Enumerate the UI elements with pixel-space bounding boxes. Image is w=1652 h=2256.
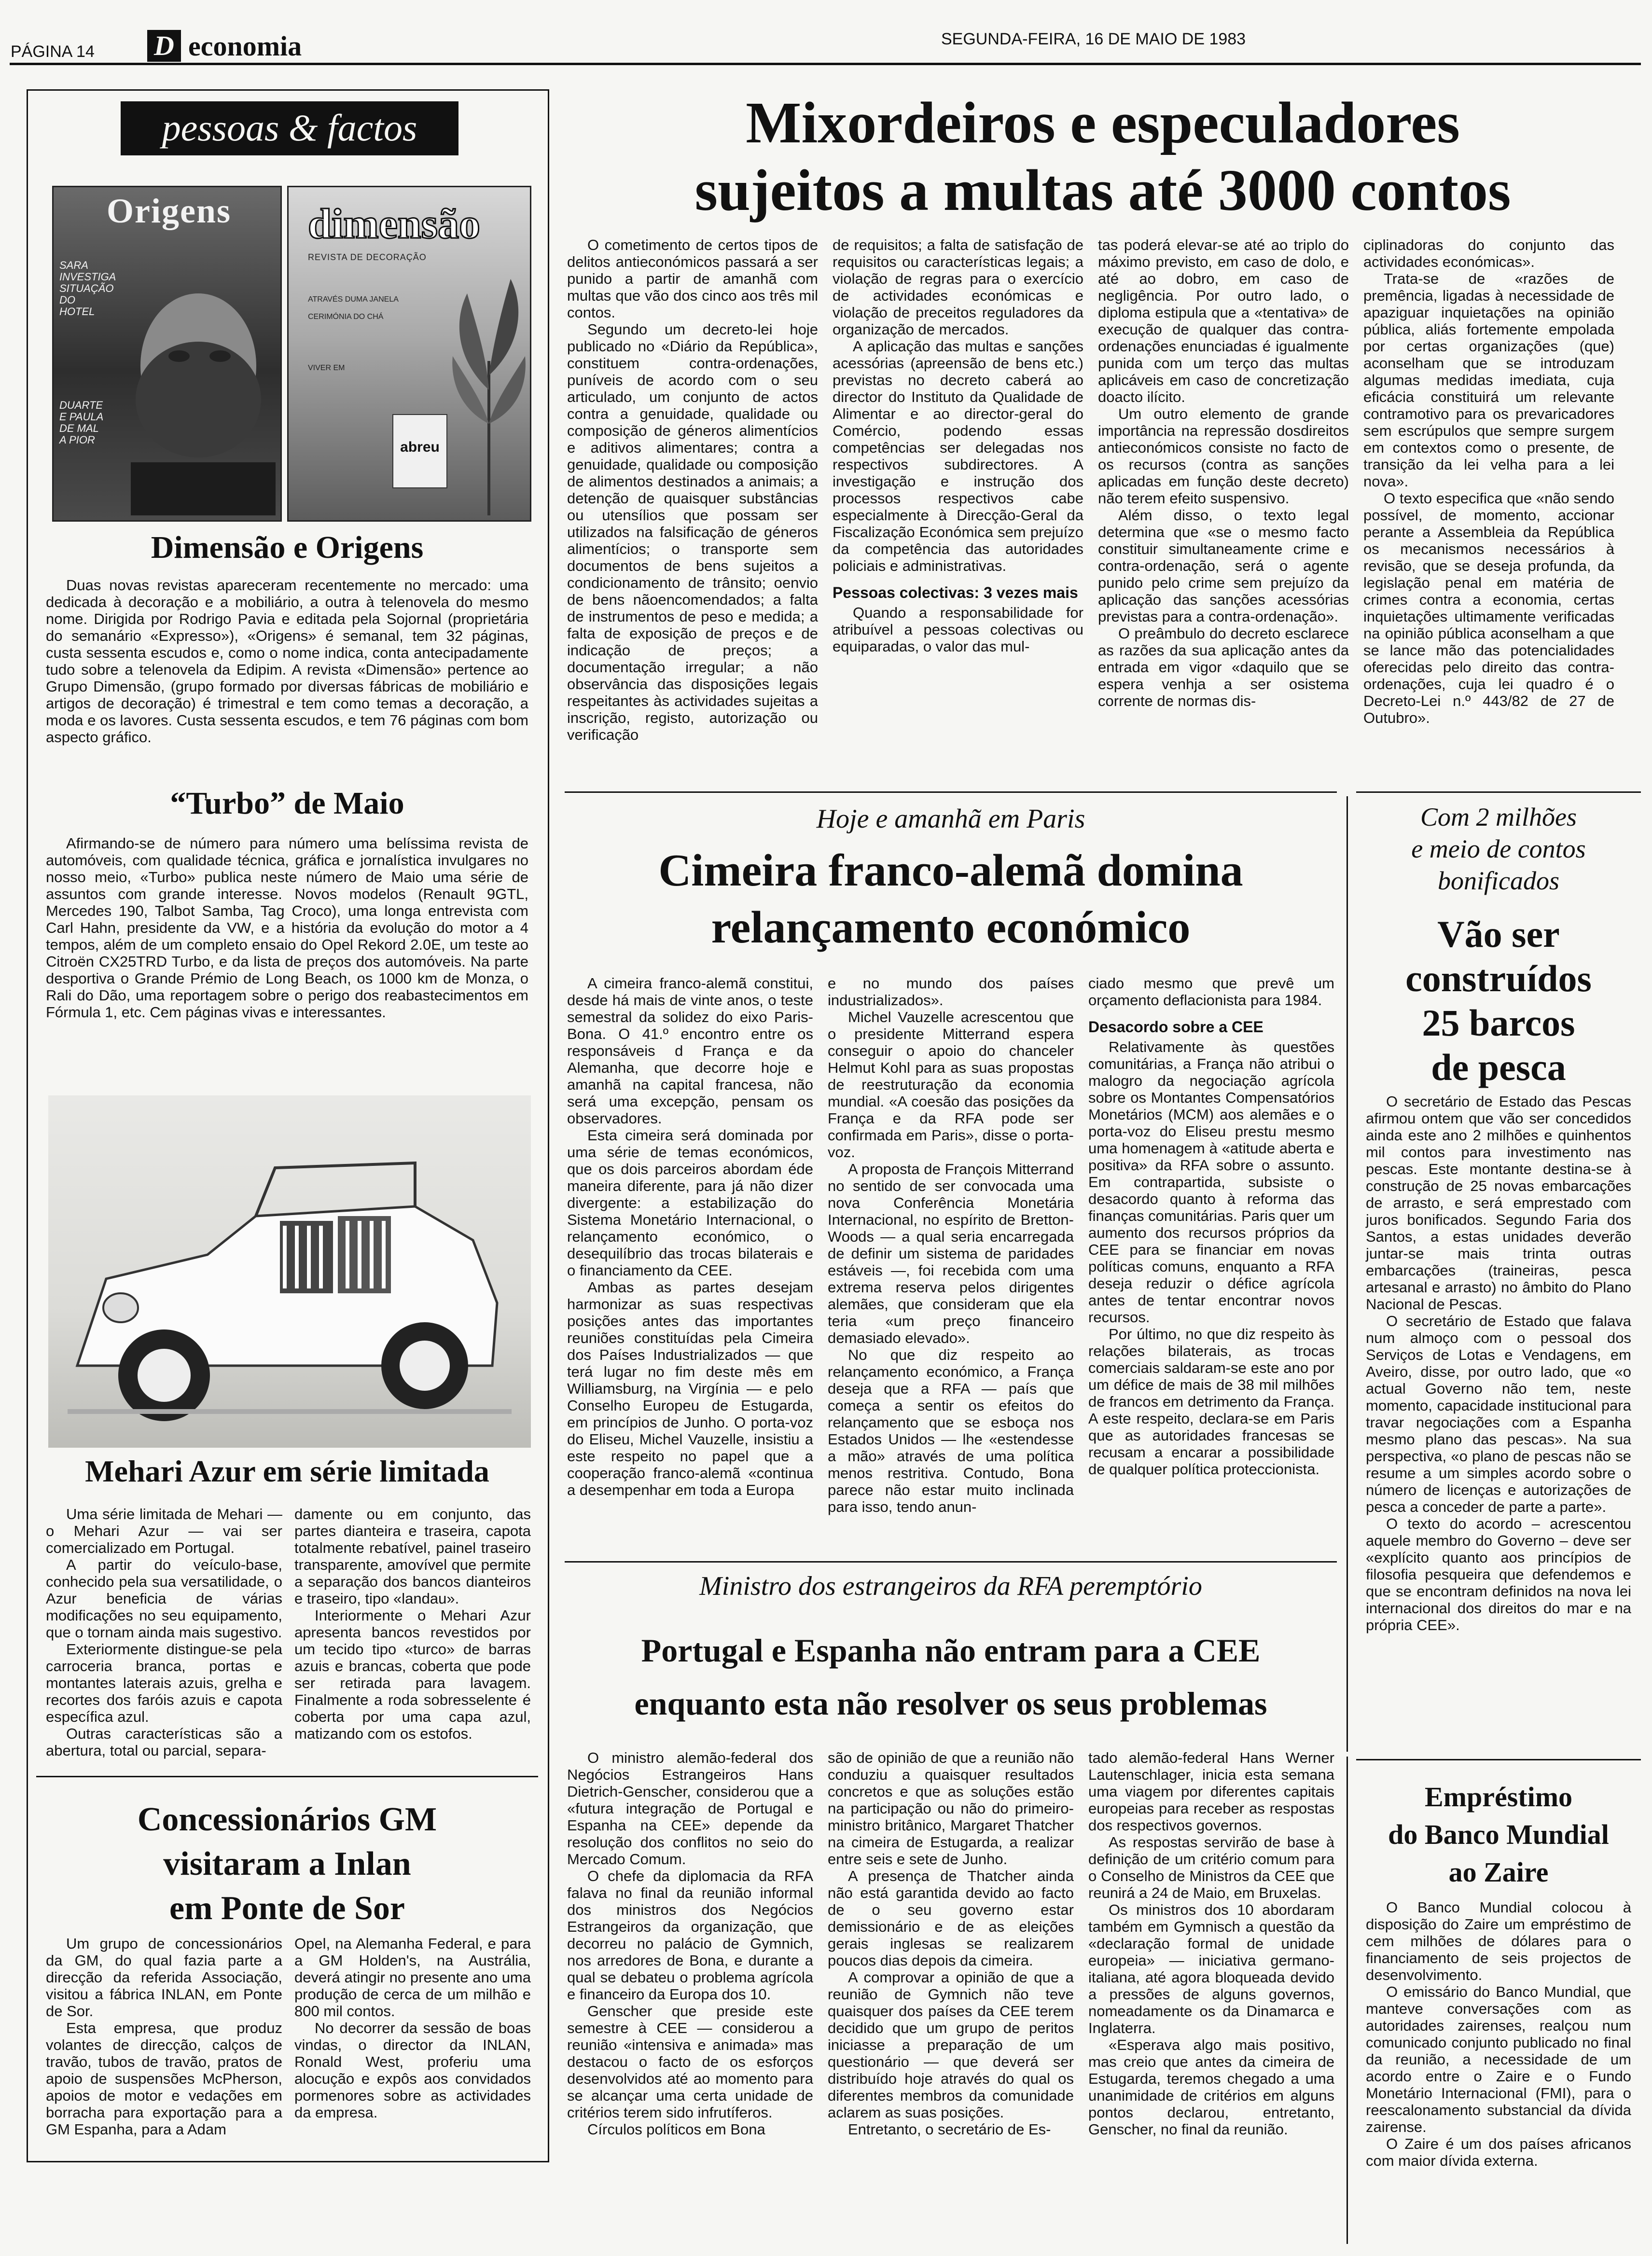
paragraph: O texto especifica que «não sendo possível, de momento, accionar perante a Assembleia da República os mecanismos necessários à revisão, que se deseja profunda, da legislação penal em matéria de crimes contra a economia, certas inquietações ultimamente verificadas na opinião pública aconselham a que se lance mão das potencialidades oferecidas pelo direito das contra-ordenações, cuja lei quadro é o Decreto-Lei n.º 443/82 de 27 de Outubro».: [1363, 490, 1614, 726]
headline-line: Concessionários GM: [137, 1801, 437, 1838]
portrait-illustration-icon: [116, 255, 276, 515]
paragraph: As respostas servirão de base à definição de um critério comum para o Conselho de Ministros da CEE que reunirá a 24 de Maio, em Bruxelas.: [1088, 1834, 1334, 1901]
main-story-body: [567, 236, 1643, 782]
headline-line: relançamento económico: [711, 902, 1191, 953]
main-headline: [565, 89, 1641, 224]
svg-text:D: D: [154, 30, 174, 61]
paragraph: O Zaire é um dos países africanos com maior dívida externa.: [1366, 2135, 1631, 2169]
paragraph: O secretário de Estado que falava num almoço com o pessoal dos Serviços de Lotas e Vendagens, em Aveiro, disse, por outro lado, que «o actual Governo não tem, neste momento, capacidade institucional para travar negociações com a Espanha mesmo plano das pescas». Na sua perspectiva, «o plano de pescas não se resume a um simples acordo sobre o número de licenças e autorizações de pesca a conceder de parte a parte».: [1366, 1313, 1631, 1515]
paragraph: A cimeira franco-alemã constitui, desde há mais de vinte anos, o teste semestral da solidez do eixo Paris-Bona. O 41.º encontro entre os responsáveis d França e da Alemanha, que decorre hoje e amanhã na capital francesa, não será uma excepção, pensam os observadores.: [567, 975, 813, 1127]
main-col-2: [833, 236, 1083, 655]
cee-col-3: [1088, 1749, 1334, 2138]
section-title: economia: [188, 30, 302, 62]
newspaper-logo-icon: [147, 30, 181, 62]
paragraph: e no mundo dos países industrializados».: [828, 975, 1074, 1009]
paragraph: A aplicação das multas e sanções acessórias (apreensão de bens etc.) previstas no decreto caberá ao director do Instituto da Qualidade de Alimentar e ao director-geral do Comércio, podendo essas competências ser delegadas nos respectivos subdirectores. A investigação e instrução dos processos respectivos cabe especialmente à Direcção-Geral da Fiscalização Económica sem prejuízo da competência das autoridades policiais e administrativas.: [833, 338, 1083, 574]
paragraph: Esta empresa, que produz volantes de direcção, calços de travão, tubos de travão, pratos de apoio de suspensões McPherson, apoios de motor e vedações em borracha para exportação para a GM Espanha, para a Adam: [46, 2020, 282, 2138]
paragraph: Um outro elemento de grande importância na repressão dosdireitos antieconómicos consiste no facto de os recursos (contra as sanções aplicadas em função deste decreto) não terem efeito suspensivo.: [1098, 405, 1349, 507]
cee-kicker: Ministro dos estrangeiros da RFA peremptório: [699, 1571, 1202, 1601]
paragraph: ciado mesmo que prevê um orçamento deflacionista para 1984.: [1088, 975, 1334, 1009]
paragraph: Círculos políticos em Bona: [587, 2121, 765, 2138]
main-bottom-rule: [565, 791, 1337, 793]
paragraph: Entretanto, o secretário de Es-: [848, 2121, 1051, 2138]
paragraph: Por último, no que diz respeito às relações bilaterais, as trocas comerciais saldaram-se este ano por um défice de mais de 38 mil milhões de francos em detrimento da França. A este respeito, declara-se em Paris que as autoridades francesas se recusam a encarar a possibilidade de qualquer política proteccionista.: [1088, 1326, 1334, 1478]
main-col-3: [1098, 236, 1349, 709]
cee-col-1: [567, 1749, 813, 2138]
headline-line: do Banco Mundial: [1388, 1819, 1609, 1850]
summit-story-body: [567, 975, 1339, 1554]
summit-col-2: [828, 975, 1074, 1515]
kicker-line: bonificados: [1438, 866, 1559, 895]
summit-kicker: Hoje e amanhã em Paris: [816, 804, 1085, 834]
cover-line: DUARTE: [59, 399, 103, 411]
origens-cover-lines: [59, 259, 116, 446]
paragraph: A presença de Thatcher ainda não está garantida devido ao facto de o seu governo estar demissionário e de as eleições gerais inglesas se realizarem poucos dias depois da cimeira.: [828, 1868, 1074, 1969]
story-headline-mehari: Mehari Azur em série limitada: [85, 1454, 489, 1488]
paragraph: Interiormente o Mehari Azur apresenta bancos revestidos por um tecido tipo «turco» de barras azuis e brancas, coberta que pode ser retirada para lavagem. Finalmente a roda sobresselente é coberta por uma capa azul, matizando com os estofos.: [294, 1607, 531, 1742]
paragraph: O cometimento de certos tipos de delitos antieconómicos passará a ser punido a partir de amanhã com multas que vão dos cinco aos três mil contos.: [567, 236, 818, 321]
fishing-headline: [1356, 912, 1641, 1090]
kicker-line: Com 2 milhões: [1420, 803, 1577, 831]
paragraph: Genscher que preside este semestre à CEE — considerou a reunião «intensiva e animada» mas destacou o facto de os esforços desenvolvidos até ao momento para se alcançar uma certa unidade de critérios terem sido infrutíferos.: [567, 2003, 813, 2121]
paragraph: de requisitos; a falta de satisfação de requisitos ou características legais; a violação de regras para o exercício de actividades económicas e violação de preceitos reguladores da organização de mercados.: [833, 236, 1083, 338]
cover-line: VIVER EM: [308, 364, 345, 372]
fishing-kicker: [1356, 801, 1641, 897]
paragraph: Segundo um decreto-lei hoje publicado no «Diário da República», constituem contra-ordenações, puníveis de acordo com o seu articulado, um conjunto de actos contra a genuidade, qualidade ou composição de géneros alimentícios e aditivos alimentares; contra a genuidade, qualidade ou composição de alimentos destinados a animais; a detenção de quaisquer substâncias ou utensílios que possam ser utilizados na falsificação de géneros alimentícios; o transporte sem documentos de bens sujeitos a condicionamento de trânsito; oenvio de bens nãoencomendados; a falta de instrumentos de peso e medida; a falta de exposição de preços e de indicação de preços; a documentação irregular; a não observância das disposições legais respeitantes às actividades sujeitas a inscrição, registo, autorização ou verificação: [567, 321, 818, 743]
paragraph: tas poderá elevar-se até ao triplo do máximo previsto, em caso de dolo, e até ao dobro, em caso de negligência. Por outro lado, o diploma estipula que a «tentativa» de execução de qualquer das contra-ordenações enunciadas é igualmente punida com um terço das multas aplicáveis em caso de concretização doacto ilícito.: [1098, 236, 1349, 405]
sidebar-banner: [121, 101, 458, 155]
story-body-mehari-col1: [46, 1506, 282, 1759]
paragraph: Ambas as partes desejam harmonizar as suas respectivas posições antes das importantes reuniões constituídas pela Cimeira dos Países Industrializados — que terá lugar no fim deste mês em Williamsburg, na Virgínia — e pelo Conselho Europeu de Estugarda, em princípios de Junho. O porta-voz do Eliseu, Michel Vauzelle, insistiu a este respeito no papel que a cooperação franco-alemã «continua a desempenhar em toda a Europa: [567, 1279, 813, 1498]
headline-line: Cimeira franco-alemã domina: [658, 845, 1243, 896]
headline-line: Portugal e Espanha não entram para a CEE: [641, 1632, 1261, 1669]
origens-logo: Origens: [107, 192, 231, 230]
paragraph: Os ministros dos 10 abordaram também em Gymnisch a questão da «declaração formal de unidade europeia» — iniciativa germano-italiana, até agora bloqueada devido a pressões de alguns governos, nomeadamente os da Dinamarca e Inglaterra.: [1088, 1901, 1334, 2036]
paragraph: O secretário de Estado das Pescas afirmou ontem que vão ser concedidos ainda este ano 2 milhões e quinhentos mil contos para investimento nas pescas. Este montante destina-se à construção de 25 novas embarcações de arrasto, e será emprestado com juros bonificados. Segundo Faria dos Santos, a estas unidades deverão juntar-se mais trinta outras embarcações (traineiras, pesca artesanal e arrasto) no âmbito do Plano Nacional de Pescas.: [1366, 1093, 1631, 1313]
story-body-turbo: Afirmando-se de número para número uma belíssima revista de automóveis, com qualidade técnica, gráfica e jornalística invulgares no nosso meio, «Turbo» publica neste número de Maio uma série de assuntos com grande interesse. Novos modelos (Renault 9GTL, Mercedes 190, Talbot Samba, Tag Croco), uma longa entrevista com Carl Hahn, presidente da VW, e a história da evolução do motor a 4 tempos, além de um completo ensaio do Opel Rekord 2.0E, um teste ao Citroën CX25TRD Turbo, e da lista de preços dos automóveis. Na parte desportiva o Grande Prémio de Long Beach, os 1000 km de Monza, o Rali do Dão, uma reportagem sobre o perigo dos reabastecimentos em Fórmula 1, etc. Cem páginas vivas e interessantes.: [46, 835, 528, 1021]
page-number: PÁGINA 14: [11, 42, 95, 61]
zaire-story-body: [1366, 1899, 1631, 2169]
subheading: Desacordo sobre a CEE: [1088, 1018, 1263, 1036]
paragraph: Trata-se de «razões de premência, ligadas à necessidade de apaziguar inquietações na opinião pública, aliás fortemente empolada por certas organizações (que) aconselham que se introduzam algumas medidas imediata, cuja eficácia constituirá um relevante contramotivo para os prevaricadores sem escrúpulos que sempre surgem em contextos como o presente, de transição da lei velha para a lei nova».: [1363, 270, 1614, 490]
summit-col-1: [567, 975, 813, 1498]
paragraph: Um grupo de concessionários da GM, do qual fazia parte a direcção da referida Associação, visitou a fábrica INLAN, em Ponte de Sor.: [46, 1935, 282, 2020]
sidebar-banner-title: pessoas & factos: [162, 107, 417, 149]
badge-text: abreu: [400, 439, 440, 455]
masthead-rule: [10, 63, 1641, 65]
car-illustration-icon: [48, 1095, 531, 1448]
headline-line: Mixordeiros e especuladores: [746, 90, 1460, 155]
fishing-story-body: [1366, 1093, 1631, 1633]
summit-col-3: [1088, 975, 1334, 1478]
dimensao-cover-lines: [308, 291, 399, 377]
headline-line: Empréstimo: [1424, 1781, 1573, 1813]
paragraph: A comprovar a opinião de que a reunião de Gymnich não teve quaisquer dos países da CEE terem decidido que um grupo de peritos iniciasse a preparação de um questionário — que deverá ser distribuído hoje através do qual os diferentes membros da comunidade aclarem as suas posições.: [828, 1969, 1074, 2121]
cover-line: DE MAL: [59, 422, 99, 434]
masthead: [0, 0, 1652, 63]
paragraph: A partir do veículo-base, conhecido pela sua versatilidade, o Azur beneficia de várias modificações no seu equipamento, que o tornam ainda mais sugestivo.: [46, 1556, 282, 1641]
right-column-separator: [1347, 796, 1348, 1752]
paragraph: A proposta de François Mitterrand no sentido de ser convocada uma nova Conferência Monetária Internacional, no espírito de Bretton-Woods — a qual seria encarregada de definir um sistema de paridades estáveis —, foi recebida com uma extrema reserva pelos dirigentes alemães, que consideram que ela teria «um preço financeiro demasiado elevado».: [828, 1161, 1074, 1346]
headline-line: em Ponte de Sor: [169, 1890, 405, 1927]
headline-line: 25 barcos: [1422, 1002, 1575, 1044]
cee-headline: [565, 1624, 1337, 1730]
main-col-4: [1363, 236, 1614, 726]
headline-line: sujeitos a multas até 3000 contos: [694, 158, 1511, 223]
cee-story-body: [567, 1749, 1339, 2251]
paragraph: Além disso, o texto legal determina que «se o mesmo facto constituir simultaneamente crime e contra-ordenação, será o agente punido pelo crime sem prejuízo da aplicação das sanções acessórias previstas para a contra-ordenação».: [1098, 507, 1349, 625]
cee-col-2: [828, 1749, 1074, 2138]
headline-line: construídos: [1405, 957, 1592, 999]
zaire-column-separator: [1347, 1757, 1348, 2244]
story-headline-dimensao-origens: Dimensão e Origens: [151, 530, 424, 565]
paragraph: O texto do acordo – acrescentou aquele membro do Governo – deve ser «explícito quanto aos princípios de filosofia pesqueira que defendemos e que se encontram definidos na nova lei internacional dos direitos do mar e na própria CEE».: [1366, 1515, 1631, 1633]
paragraph: Relativamente às questões comunitárias, a França não atribui o malogro da negociação agrícola sobre os Montantes Compensatórios Monetários (MCM) aos alemães e o porta-voz do Eliseu prestu mesmo uma homenagem à «atitude aberta e positiva» da RFA sobre o assunto. Em contrapartida, subsiste o desacordo quanto à reforma das finanças comunitárias. Paris quer um aumento dos recursos próprios da CEE para se financiar em novas políticas comuns, enquanto a RFA deseja reduzir o défice agrícola antes de tentar encontrar novos recursos.: [1088, 1038, 1335, 1326]
headline-line: visitaram a Inlan: [163, 1845, 411, 1882]
cover-line: E PAULA: [59, 411, 104, 423]
headline-line: enquanto esta não resolver os seus problemas: [634, 1685, 1267, 1722]
headline-line: de pesca: [1431, 1046, 1566, 1088]
kicker-line: e meio de contos: [1411, 834, 1586, 863]
dimensao-badge: [392, 414, 447, 488]
story-body-dimensao-origens: Duas novas revistas apareceram recentemente no mercado: uma dedicada à decoração e a mobiliário, a outra à telenovela do mesmo nome. Dirigida por Rodrigo Pavia e editada pela Sojornal (proprietária do semanário «Expresso»), «Origens» é semanal, tem 32 páginas, custa sessenta escudos e, como o nome indica, conta antecipadamente tudo sobre a telenovela da Edipim. A revista «Dimensão» pertence ao Grupo Dimensão, (grupo formado por diversas fábricas de mobiliário e artigos de decoração) é trimestral e tem como temas a decoração, a moda e os lavores. Custa sessenta escudos, e tem 76 páginas com bom aspecto gráfico.: [46, 577, 528, 746]
paragraph: Opel, na Alemanha Federal, e para a GM Holden's, na Austrália, deverá atingir no presente ano uma produção de cerca de um milhão e 800 mil contos.: [294, 1935, 531, 2020]
paragraph: Quando a responsabilidade for atribuível a pessoas colectivas ou equiparadas, o valor das mul-: [833, 604, 1083, 655]
headline-line: Vão ser: [1437, 913, 1560, 955]
cover-line: DO: [59, 294, 75, 306]
main-col-1: [567, 236, 818, 743]
paragraph: No que diz respeito ao relançamento económico, a França deseja que a RFA — país que começa a sentir os efeitos do relançamento que se esboça nos Estados Unidos — lhe «estendesse a mão» através de uma política menos restritiva. Contudo, Bona parece não estar muito inclinada para isso, tendo anun-: [828, 1346, 1074, 1515]
story-body-mehari-col2: [294, 1506, 531, 1742]
paragraph: Uma série limitada de Mehari — o Mehari Azur — vai ser comercializado em Portugal.: [46, 1506, 282, 1556]
paragraph: Exteriormente distingue-se pela carroceria branca, portas e montantes laterais azuis, grelha e recortes dos faróis azuis e capota específica azul.: [46, 1641, 282, 1725]
sidebar-divider: [36, 1776, 538, 1777]
cover-line: HOTEL: [59, 305, 95, 318]
magazine-cover-origens: [52, 186, 282, 522]
story-body-gm-col1: [46, 1935, 282, 2138]
zaire-top-rule: [1356, 1759, 1641, 1760]
plant-decoration-icon: [448, 264, 530, 515]
dimensao-logo: dimensão: [308, 201, 480, 248]
paragraph: Esta cimeira será dominada por uma série de temas económicos, que os dois parceiros abordam éde maneira diferente, para já não dizer divergente: a estabilização do Sistema Monetário Internacional, o relançamento económico, o desequilíbrio das trocas bilaterais e o financiamento da CEE.: [567, 1127, 813, 1279]
cover-line: INVESTIGA: [59, 271, 116, 283]
paragraph: Outras características são a abertura, total ou parcial, separa-: [46, 1725, 282, 1759]
paragraph: O Banco Mundial colocou à disposição do Zaire um empréstimo de cem milhões de dólares para o financiamento de seis projectos de desenvolvimento.: [1366, 1899, 1631, 1983]
headline-line: ao Zaire: [1448, 1856, 1549, 1888]
paragraph: ciplinadoras do conjunto das actividades económicas».: [1363, 236, 1614, 270]
zaire-headline: [1356, 1778, 1641, 1891]
cover-line: ATRAVÉS DUMA JANELA: [308, 295, 399, 304]
summit-headline: [565, 842, 1337, 956]
paragraph: são de opinião de que a reunião não conduziu a quaisquer resultados concretos e que as soluções estão na participação ou não do primeiro-ministro britânico, Margaret Thatcher na cimeira de Estugarda, a realizar entre seis e sete de Junho.: [828, 1749, 1074, 1868]
right-col-top-rule: [1356, 791, 1641, 793]
magazine-cover-dimensao: [287, 186, 531, 522]
paragraph: O ministro alemão-federal dos Negócios Estrangeiros Hans Dietrich-Genscher, considerou que a «futura integração de Portugal e Espanha na CEE» depende da resolução dos conflitos no seio do Mercado Comum.: [567, 1749, 813, 1868]
cover-line: SARA: [59, 259, 88, 271]
paragraph: Michel Vauzelle acrescentou que o presidente Mitterrand espera conseguir o apoio do chanceler Helmut Kohl para as suas propostas de reestruturação da economia mundial. «A coesão das posições da França e da RFA pode ser confirmada em Paris», disse o porta-voz.: [828, 1009, 1074, 1161]
dimensao-tagline: REVISTA DE DECORAÇÃO: [308, 252, 427, 262]
mehari-car-photo: [48, 1095, 531, 1448]
paragraph: No decorrer da sessão de boas vindas, o director da INLAN, Ronald West, proferiu uma alocução e expôs aos convidados pormenores sobre as actividades da empresa.: [294, 2020, 531, 2121]
paragraph: tado alemão-federal Hans Werner Lautenschlager, inicia esta semana uma viagem por diferentes capitais europeias para receber as respostas dos respectivos governos.: [1088, 1749, 1334, 1834]
paragraph: O emissário do Banco Mundial, que manteve conversações com as autoridades zairenses, realçou num comunicado conjunto publicado no final da reunião, a necessidade de um acordo entre o Zaire e o Fundo Monetário Internacional (FMI), para o reescalonamento substancial da dívida zairense.: [1366, 1983, 1631, 2135]
cee-top-rule: [565, 1561, 1337, 1563]
paragraph: O preâmbulo do decreto esclarece as razões da sua aplicação antes da entrada em vigor «daquilo que se espera venhja a ser osistema corrente de normas dis-: [1098, 625, 1349, 709]
subheading: Pessoas colectivas: 3 vezes mais: [833, 584, 1078, 601]
story-headline-gm: [41, 1798, 533, 1931]
paragraph: «Esperava algo mais positivo, mas creio que antes da cimeira de Estugarda, teremos chegado a uma unanimidade de critérios em alguns pontos declarou, entretanto, Genscher, no final da reunião.: [1088, 2036, 1334, 2138]
cover-line: CERIMÓNIA DO CHÁ: [308, 313, 384, 321]
paragraph: O chefe da diplomacia da RFA falava no final da reunião informal dos ministros dos Negócios Estrangeiros da organização, que decorreu no palácio de Gymnich, nos arredores de Bona, e durante a qual se debateu o problema agrícola e financeiro da Europa dos 10.: [567, 1868, 813, 2003]
paragraph: damente ou em conjunto, das partes dianteira e traseira, capota totalmente rebatível, painel traseiro transparente, amovível que permite a separação dos bancos dianteiros e traseiro, tipo «landau».: [294, 1506, 531, 1607]
story-body-gm-col2: [294, 1935, 531, 2121]
story-headline-turbo: “Turbo” de Maio: [170, 786, 404, 821]
issue-date: SEGUNDA-FEIRA, 16 DE MAIO DE 1983: [941, 30, 1246, 48]
cover-line: SITUAÇÃO: [59, 282, 114, 294]
cover-line: A PIOR: [59, 434, 95, 446]
